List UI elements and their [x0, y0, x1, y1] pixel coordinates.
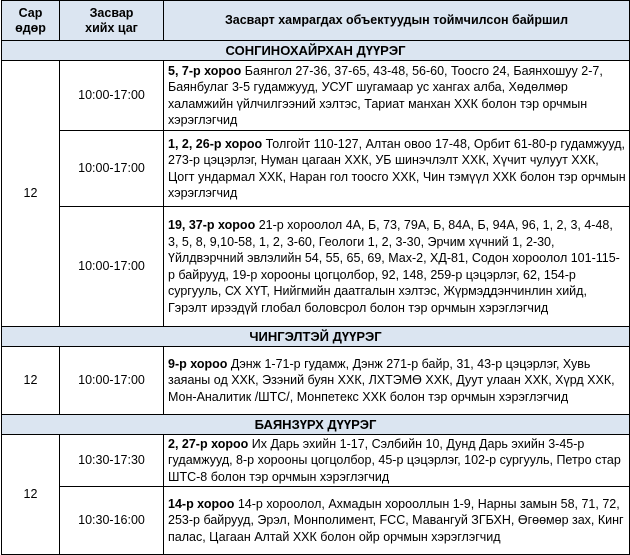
location-text: Дэнж 1-71-р гудамж, Дэнж 271-р байр, 31, 43-р цэцэрлэг, Хувь заяаны од ХХК, Эзэний буян ХХК, ЛХТЭМӨ ХХК, Дуут улаан ХХК, Хүрд ХХК, Мон-Аналитик /ШТС/, Монпетекс ХХК болон тэр орчмын хэрэглэгчид	[168, 356, 615, 404]
header-row	[2, 1, 630, 41]
khoroo-label: 5, 7-р хороо	[168, 63, 242, 78]
district-name: ЧИНГЭЛТЭЙ ДҮҮРЭГ	[2, 327, 630, 347]
location-cell	[164, 131, 630, 207]
time-cell: 10:30-16:00	[60, 487, 164, 555]
district-name: БАЯНЗҮРХ ДҮҮРЭГ	[2, 415, 630, 435]
header-location: Засварт хамрагдах объектуудын тоймчилсон байршил	[164, 1, 630, 41]
time-cell: 10:00-17:00	[60, 61, 164, 131]
header-time: Засвар хийх цаг	[60, 1, 164, 41]
khoroo-label: 2, 27-р хороо	[168, 436, 249, 451]
khoroo-label: 9-р хороо	[168, 356, 228, 371]
time-cell: 10:00-17:00	[60, 207, 164, 327]
district-row	[2, 327, 630, 347]
time-cell: 10:00-17:00	[60, 131, 164, 207]
location-cell	[164, 61, 630, 131]
location-cell	[164, 487, 630, 555]
table-row	[2, 131, 630, 207]
table-row	[2, 207, 630, 327]
time-cell: 10:30-17:30	[60, 435, 164, 487]
location-text: Баянгол 27-36, 37-65, 43-48, 56-60, Тоосго 24, Баянхошуу 2-7, Баянбулаг 3-5 гудамжууд, УСУГ шугамаар ус хангах алба, Хөдөлмөр халамжийн үйлчилгээний хэлтэс, Тариат манхан ХХК болон тэр орчмын хэрэглэгчид	[168, 63, 603, 127]
khoroo-label: 1, 2, 26-р хороо	[168, 136, 263, 151]
month-cell: 12	[2, 435, 60, 555]
khoroo-label: 19, 37-р хороо	[168, 218, 256, 232]
district-row	[2, 415, 630, 435]
khoroo-label: 14-р хороо	[168, 496, 235, 511]
header-month: Сар өдөр	[2, 1, 60, 41]
month-cell: 12	[2, 61, 60, 327]
location-cell	[164, 347, 630, 415]
location-cell	[164, 207, 630, 327]
table-row	[2, 435, 630, 487]
location-text: 14-р хороолол, Ахмадын хорооллын 1-9, Нарны замын 58, 71, 72, 253-р байрууд, Эрэл, Монполимент, FCC, Мавангуй ЗГБХН, Өгөөмөр зах, Кинг палас, Цагаан Алтай ХХК болон ойр орчмын хэрэглэгчид	[168, 496, 624, 544]
location-text: Их Дарь эхийн 1-17, Сэлбийн 10, Дунд Дарь эхийн 3-45-р гудамжууд, 8-р хорооны цогцолбор, 45-р цэцэрлэг, 102-р сургууль, Петро стар ШТС-8 болон тэр орчмын хэрэглэгчид	[168, 436, 621, 484]
district-name: СОНГИНОХАЙРХАН ДҮҮРЭГ	[2, 41, 630, 61]
district-row	[2, 41, 630, 61]
location-text: 21-р хороолол 4А, Б, 73, 79А, Б, 84А, Б, 94А, 96, 1, 2, 3, 4-48, 3, 5, 8, 9,10-58, 1, 2, 3-60, Геологи 1, 2, 3-30, Эрчим хүчний 1, 2-30, Үйлдвэрчний эвлэлийн 54, 55, 65, 69, Мах-2, ХД-81, Содон хороолол 101-115-р байрууд, 19-р хорооны цогцолбор, 92, 148, 259-р цэцэрлэг, 62, 154-р сургууль, СХ ХҮТ, Нийгмийн даатгалын хэлтэс, Жүрмэддэнчинлин хийд, Гэрэлт ирээдүй глобал боловсрол болон тэр орчмын хэрэглэгчид	[168, 218, 620, 315]
table-row	[2, 61, 630, 131]
location-text: Толгойт 110-127, Алтан овоо 17-48, Орбит 61-80-р гудамжууд, 273-р цэцэрлэг, Нуман цагаан ХХК, УБ шинэчлэлт ХХК, Хүчит чулуут ХХК, Цогт ундармал ХХК, Наран гол тоосго ХХК, Чин тэмүүл ХХК болон тэр орчмын хэрэглэгчид	[168, 136, 626, 200]
location-cell	[164, 435, 630, 487]
month-cell: 12	[2, 347, 60, 415]
time-cell: 10:00-17:00	[60, 347, 164, 415]
table-row	[2, 487, 630, 555]
table-row	[2, 347, 630, 415]
outage-schedule-table	[1, 0, 630, 555]
